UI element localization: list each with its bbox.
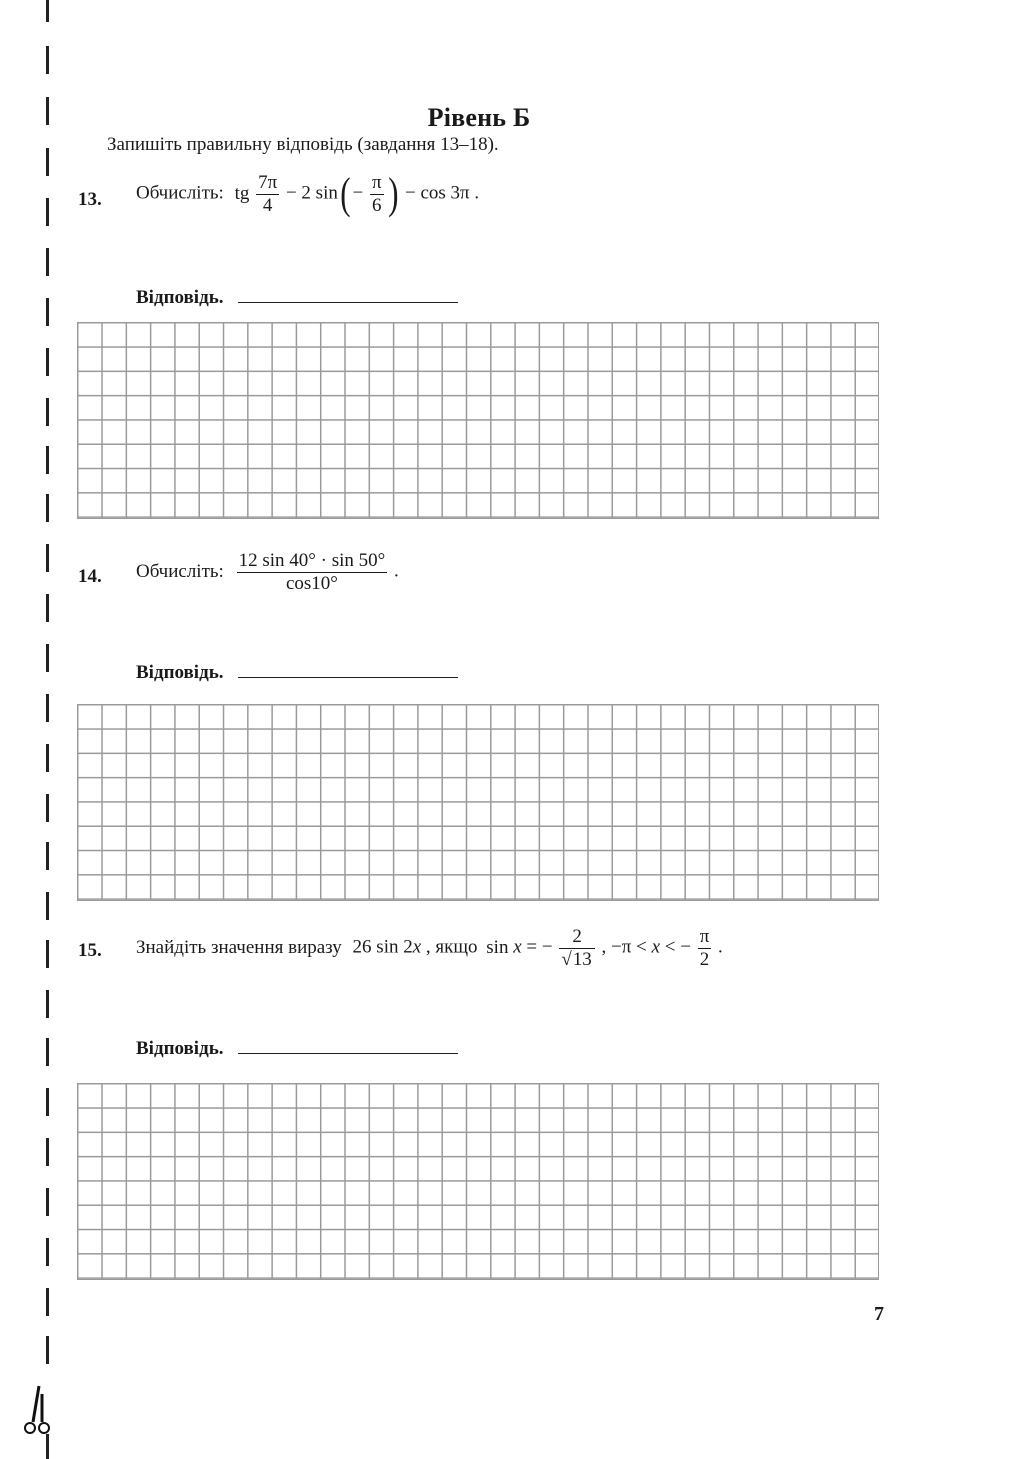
- task-number: 15.: [78, 940, 102, 961]
- answer-label: Відповідь.: [136, 662, 224, 683]
- task-13: [78, 169, 878, 232]
- answer-grid[interactable]: [77, 704, 879, 901]
- task-14: [78, 550, 878, 610]
- answer-line[interactable]: [238, 285, 458, 303]
- answer-label: Відповідь.: [136, 287, 224, 308]
- answer-grid[interactable]: [77, 1083, 879, 1280]
- answer-grid[interactable]: [77, 322, 879, 519]
- task-prompt: Обчисліть:: [136, 182, 224, 204]
- sqrt: √13: [561, 948, 592, 970]
- task-prompt: Обчисліть:: [136, 560, 224, 582]
- fraction: $\frac{7\pi}{4}$: [258, 172, 278, 216]
- answer-label: Відповідь.: [136, 1038, 224, 1059]
- answer-field: [136, 285, 458, 309]
- answer-field: [136, 660, 458, 684]
- cut-line: [42, 0, 54, 1459]
- task-number: 13.: [78, 189, 102, 210]
- fraction: $\frac{\pi}{2}$: [699, 926, 710, 970]
- answer-field: [136, 1036, 458, 1060]
- fraction: $\frac{\pi}{6}$: [371, 172, 382, 216]
- task-15: [78, 926, 908, 986]
- page-number: 7: [874, 1303, 884, 1325]
- task-expression: Знайдіть значення виразу 26 sin 2x , якщо sin x = − $\frac{2}{√13}$ , −π < x < − $\frac{\pi}{2}$ .: [136, 926, 723, 970]
- scissors-icon: [20, 1384, 54, 1436]
- fraction: $\frac{12 \sin 40^\circ \cdot \sin 50^\circ}{\cos 10^\circ}$: [238, 550, 386, 594]
- page-title: Рівень Б: [427, 103, 531, 132]
- task-expression: Обчисліть: $\frac{12 \sin 40^\circ \cdot \sin 50^\circ}{\cos 10^\circ}$ .: [136, 550, 399, 594]
- fraction: $\frac{2}{√13}$: [559, 926, 594, 971]
- task-prompt: Знайдіть значення виразу: [136, 936, 342, 958]
- instruction-text: Запишіть правильну відповідь (завдання 13–18).: [107, 134, 499, 155]
- answer-line[interactable]: [238, 660, 458, 678]
- task-number: 14.: [78, 566, 102, 587]
- task-expression: Обчисліть: tg $\frac{7\pi}{4}$ − 2 sin( − $\frac{\pi}{6}$ ) − cos 3π .: [136, 169, 480, 219]
- answer-line[interactable]: [238, 1036, 458, 1054]
